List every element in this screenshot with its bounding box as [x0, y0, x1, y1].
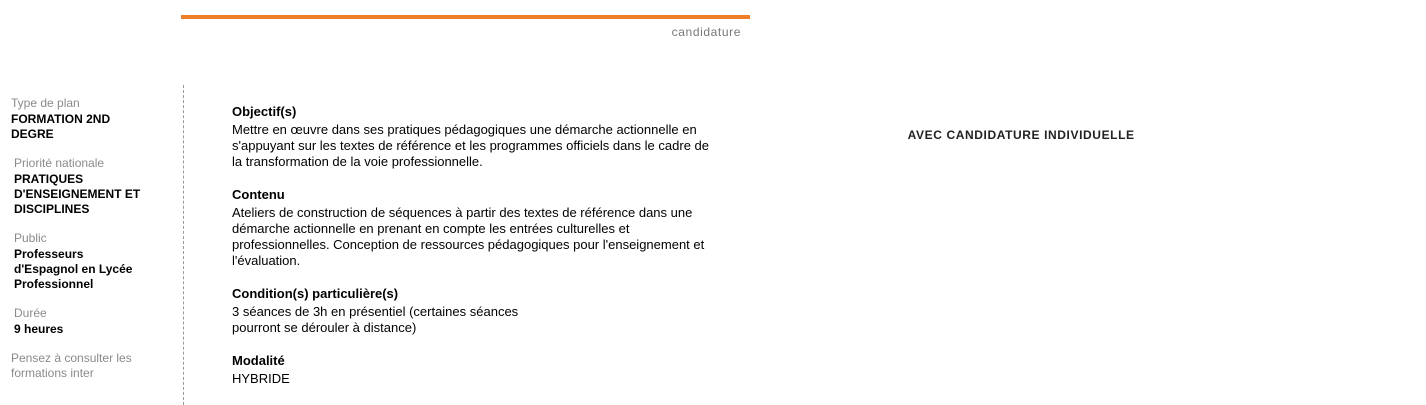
- plan-type-label: Type de plan: [11, 96, 80, 110]
- modality-value: HYBRIDE: [232, 371, 290, 386]
- note-block: [11, 351, 171, 381]
- priority-label: Priorité nationale: [14, 156, 105, 170]
- public-label: Public: [14, 231, 47, 245]
- content-title: Contenu: [232, 187, 285, 202]
- priority-block: [11, 156, 171, 217]
- plan-type-value: FORMATION 2ND DEGRE: [11, 112, 111, 141]
- duration-value: 9 heures: [14, 322, 64, 336]
- content-text: Ateliers de construction de séquences à partir des textes de référence dans une démarche actionnelle en prenant en compte les entrées culturelles et professionnelles. Conception de ressources pédagogiques pour l'enseignement et l'évaluation.: [232, 205, 705, 268]
- sidebar: [11, 96, 171, 395]
- objective-text: Mettre en œuvre dans ses pratiques pédagogiques une démarche actionnelle en s'appuyant sur les textes de référence et les programmes officiels dans le cadre de la transformation de la voie professionnelle.: [232, 122, 709, 169]
- public-value: Professeurs d'Espagnol en Lycée Professionnel: [14, 247, 133, 291]
- candidature-prefix: candidature: [671, 25, 741, 39]
- main-content: [232, 103, 750, 403]
- conditions-title: Condition(s) particulière(s): [232, 286, 399, 301]
- column-divider: [183, 85, 184, 405]
- duration-block: [11, 306, 171, 337]
- conditions-text: 3 séances de 3h en présentiel (certaines séances pourront se dérouler à distance): [232, 304, 519, 335]
- plan-type-block: [11, 96, 171, 142]
- public-block: [11, 231, 171, 292]
- content-section: [232, 186, 750, 269]
- objective-title: Objectif(s): [232, 104, 297, 119]
- modality-section: [232, 352, 750, 387]
- duration-label: Durée: [14, 306, 47, 320]
- header-accent-bar: [181, 15, 750, 19]
- candidature-heading: [671, 25, 1135, 142]
- modality-title: Modalité: [232, 353, 285, 368]
- consult-note: Pensez à consulter les formations inter: [11, 351, 132, 380]
- objective-section: [232, 103, 750, 170]
- priority-value: PRATIQUES D'ENSEIGNEMENT ET DISCIPLINES: [14, 172, 141, 216]
- conditions-section: [232, 285, 750, 336]
- candidature-label: AVEC CANDIDATURE INDIVIDUELLE: [907, 128, 1135, 142]
